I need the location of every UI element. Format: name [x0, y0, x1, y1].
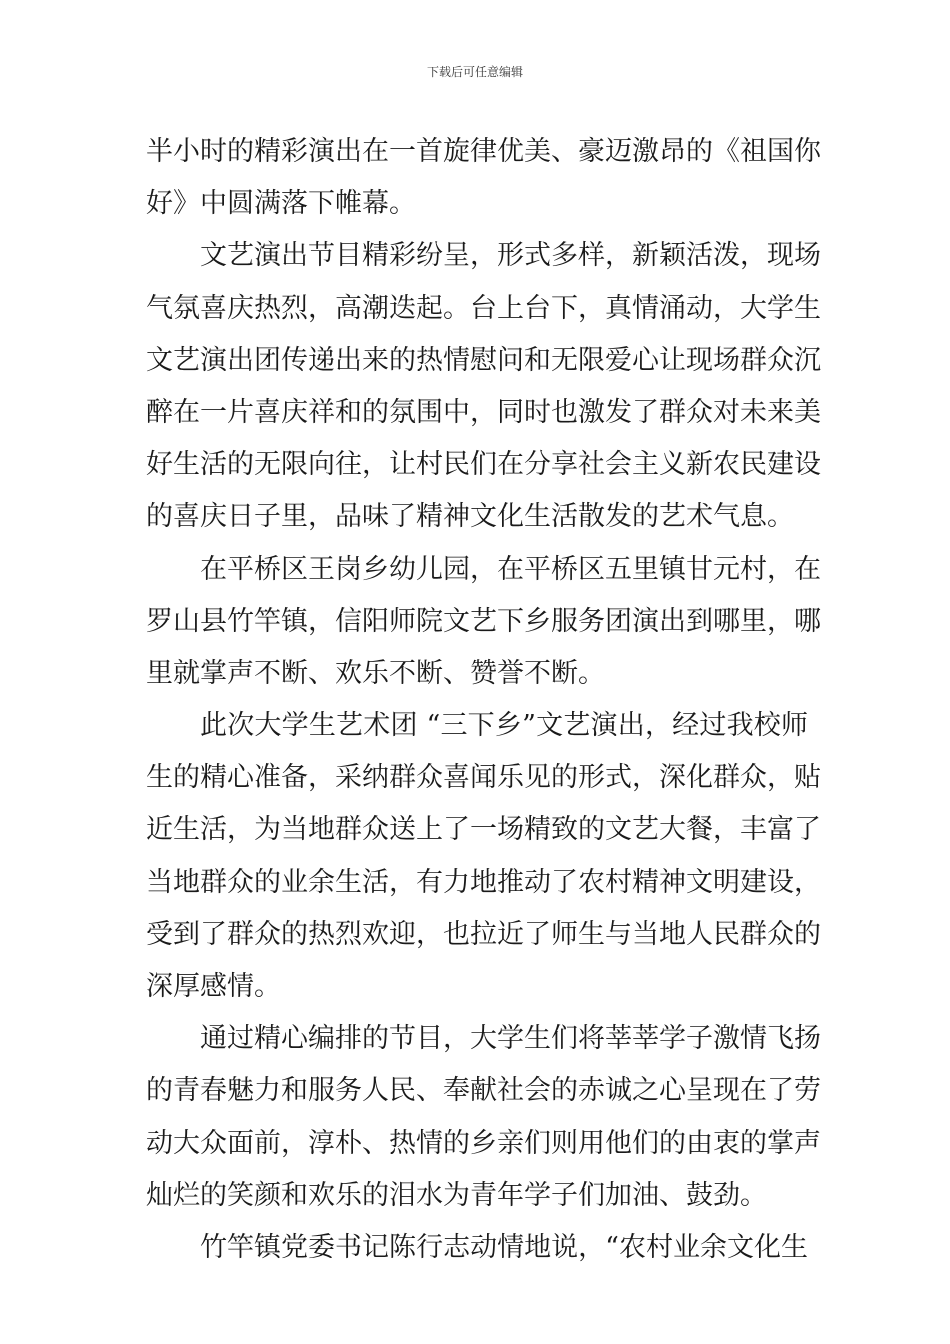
- document-body: [146, 126, 821, 1274]
- text-line: 气氛喜庆热烈，高潮迭起。台上台下，真情涌动，大学生: [146, 292, 821, 324]
- text-line: 半小时的精彩演出在一首旋律优美、豪迈激昂的《祖国你: [146, 136, 821, 167]
- text-line: 深厚感情。: [146, 971, 281, 1002]
- paragraph: [146, 126, 821, 230]
- paragraph: [146, 1222, 808, 1274]
- text-line: 当地群众的业余生活，有力地推动了农村精神文明建设，: [146, 866, 821, 898]
- text-line: 通过精心编排的节目，大学生们将莘莘学子激情飞扬: [200, 1023, 821, 1055]
- text-line: 罗山县竹竿镇，信阳师院文艺下乡服务团演出到哪里，哪: [146, 605, 821, 637]
- paragraph: [146, 544, 821, 701]
- text-line: 的喜庆日子里，品味了精神文化生活散发的艺术气息。: [146, 501, 794, 533]
- paragraph: [146, 700, 821, 1013]
- text-line: 竹竿镇党委书记陈行志动情地说，“农村业余文化生: [200, 1231, 808, 1263]
- paragraph: [146, 230, 821, 543]
- text-line: 好生活的无限向往，让村民们在分享社会主义新农民建设: [146, 449, 821, 481]
- text-line: 文艺演出节目精彩纷呈，形式多样，新颖活泼，现场: [200, 240, 821, 272]
- text-line: 的青春魅力和服务人民、奉献社会的赤诚之心呈现在了劳: [146, 1075, 821, 1107]
- text-line: 在平桥区王岗乡幼儿园，在平桥区五里镇甘元村，在: [200, 553, 821, 585]
- text-line: 里就掌声不断、欢乐不断、赞誉不断。: [146, 657, 605, 689]
- paragraph: [146, 1013, 821, 1222]
- text-line: 此次大学生艺术团 “三下乡”文艺演出，经过我校师: [200, 710, 808, 742]
- text-line: 醉在一片喜庆祥和的氛围中，同时也激发了群众对未来美: [146, 396, 821, 428]
- text-line: 受到了群众的热烈欢迎，也拉近了师生与当地人民群众的: [146, 918, 821, 950]
- page-header: 下载后可任意编辑: [426, 65, 523, 79]
- text-line: 动大众面前，淳朴、热情的乡亲们则用他们的由衷的掌声: [146, 1127, 821, 1159]
- text-line: 灿烂的笑颜和欢乐的泪水为青年学子们加油、鼓劲。: [146, 1179, 767, 1211]
- text-line: 生的精心准备，采纳群众喜闻乐见的形式，深化群众，贴: [146, 762, 821, 794]
- text-line: 好》中圆满落下帷幕。: [146, 188, 416, 220]
- text-line: 近生活，为当地群众送上了一场精致的文艺大餐，丰富了: [146, 814, 821, 846]
- text-line: 文艺演出团传递出来的热情慰问和无限爱心让现场群众沉: [146, 344, 821, 376]
